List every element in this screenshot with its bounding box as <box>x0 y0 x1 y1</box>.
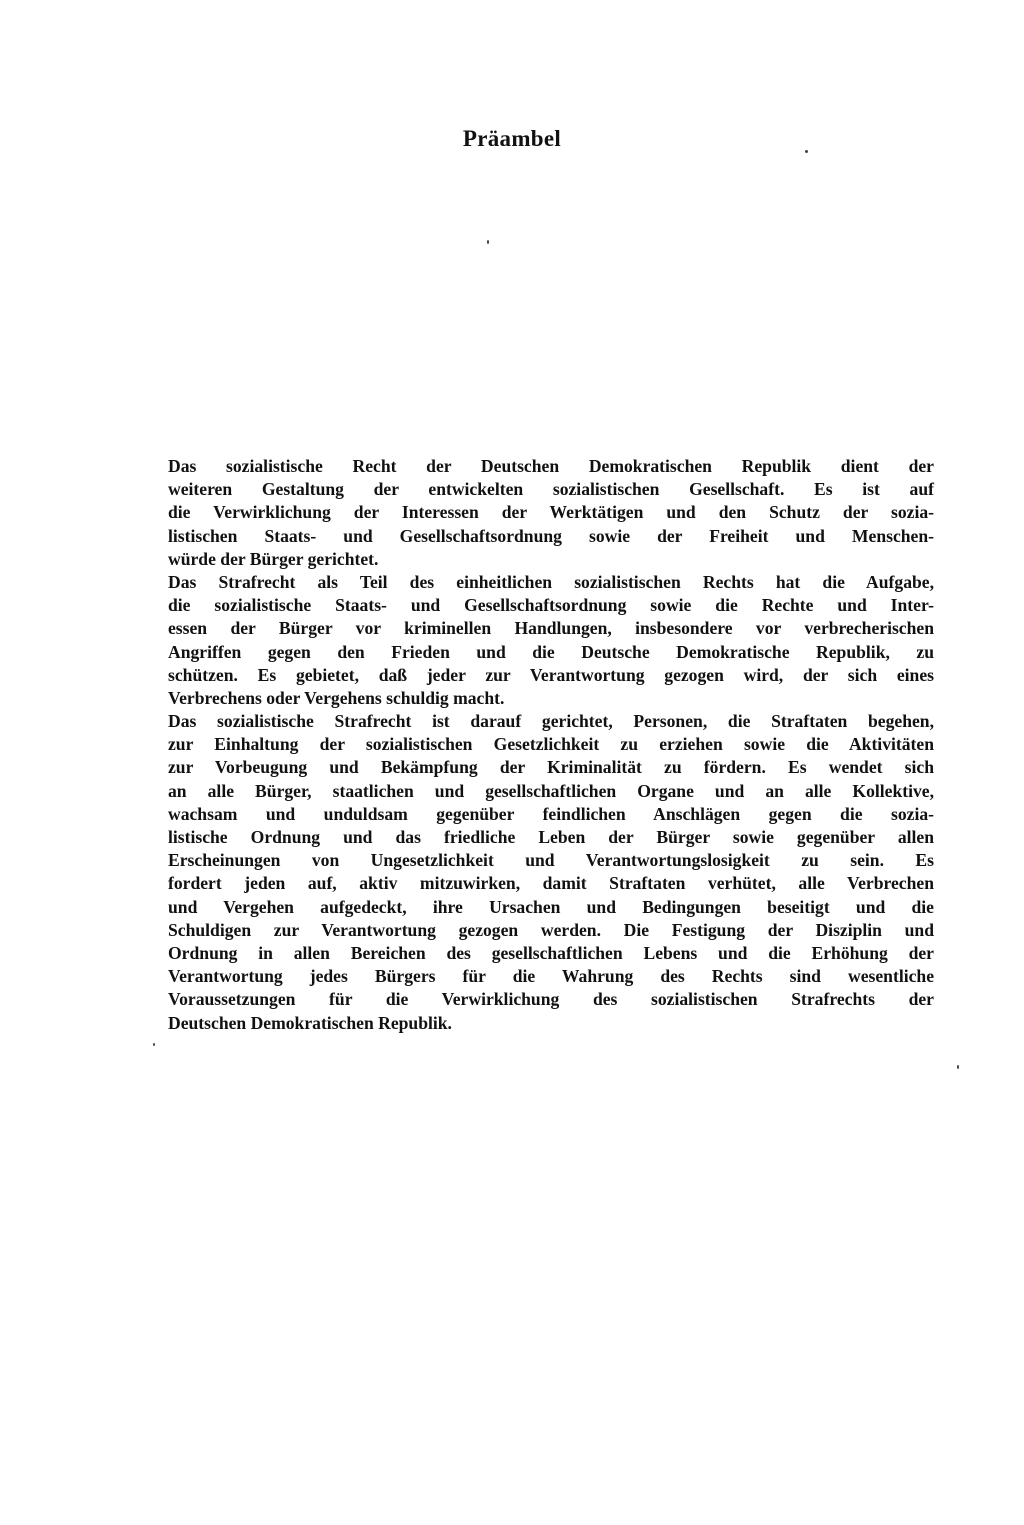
text-line: Ordnung in allen Bereichen des gesellschaftlichen Lebens und die Erhöhung der <box>168 942 934 963</box>
text-line: die Verwirklichung der Interessen der Werktätigen und den Schutz der sozia- <box>168 502 934 523</box>
page-title: Präambel <box>462 126 562 151</box>
text-line: listischen Staats- und Gesellschaftsordnung sowie der Freiheit und Menschen- <box>168 525 934 546</box>
text-line: Das sozialistische Recht der Deutschen Demokratischen Republik dient der <box>168 456 934 476</box>
text-line: zur Einhaltung der sozialistischen Gesetzlichkeit zu erziehen sowie die Aktivitäten <box>168 734 934 755</box>
text-line: schützen. Es gebietet, daß jeder zur Verantwortung gezogen wird, der sich eines <box>168 664 934 685</box>
text-line: Das sozialistische Strafrecht ist darauf gerichtet, Personen, die Straftaten begehen, <box>168 711 934 732</box>
text-line: Das Strafrecht als Teil des einheitlichen sozialistischen Rechts hat die Aufgabe, <box>168 571 934 592</box>
text-line: fordert jeden auf, aktiv mitzuwirken, damit Straftaten verhütet, alle Verbrechen <box>168 873 934 894</box>
text-line: weiteren Gestaltung der entwickelten sozialistischen Gesellschaft. Es ist auf <box>168 479 934 500</box>
scan-speck <box>957 1065 959 1069</box>
text-line: Schuldigen zur Verantwortung gezogen werden. Die Festigung der Disziplin und <box>168 919 934 940</box>
text-line: an alle Bürger, staatlichen und gesellschaftlichen Organe und an alle Kollektive, <box>168 780 934 801</box>
scan-speck <box>487 240 489 244</box>
text-line: listische Ordnung und das friedliche Leben der Bürger sowie gegenüber allen <box>168 827 934 847</box>
text-line: wachsam und unduldsam gegenüber feindlichen Anschlägen gegen die sozia- <box>168 803 934 824</box>
scan-speck <box>153 1043 155 1046</box>
text-line: Deutschen Demokratischen Republik. <box>168 1012 452 1033</box>
text-line: Voraussetzungen für die Verwirklichung des sozialistischen Strafrechts der <box>168 989 934 1010</box>
preamble-text <box>168 455 934 1035</box>
scan-speck <box>805 150 808 153</box>
text-line: Verbrechens oder Vergehens schuldig macht. <box>168 687 505 708</box>
text-line: essen der Bürger vor kriminellen Handlungen, insbesondere vor verbrecherischen <box>168 618 934 639</box>
text-line: zur Vorbeugung und Bekämpfung der Kriminalität zu fördern. Es wendet sich <box>168 757 934 778</box>
text-line: die sozialistische Staats- und Gesellschaftsordnung sowie die Rechte und Inter- <box>168 595 934 616</box>
text-line: Angriffen gegen den Frieden und die Deutsche Demokratische Republik, zu <box>168 641 934 662</box>
text-line: würde der Bürger gerichtet. <box>168 548 379 569</box>
text-line: Verantwortung jedes Bürgers für die Wahrung des Rechts sind wesentliche <box>168 966 934 987</box>
text-line: Erscheinungen von Ungesetzlichkeit und Verantwortungslosigkeit zu sein. Es <box>168 850 934 871</box>
text-line: und Vergehen aufgedeckt, ihre Ursachen und Bedingungen beseitigt und die <box>168 896 934 917</box>
